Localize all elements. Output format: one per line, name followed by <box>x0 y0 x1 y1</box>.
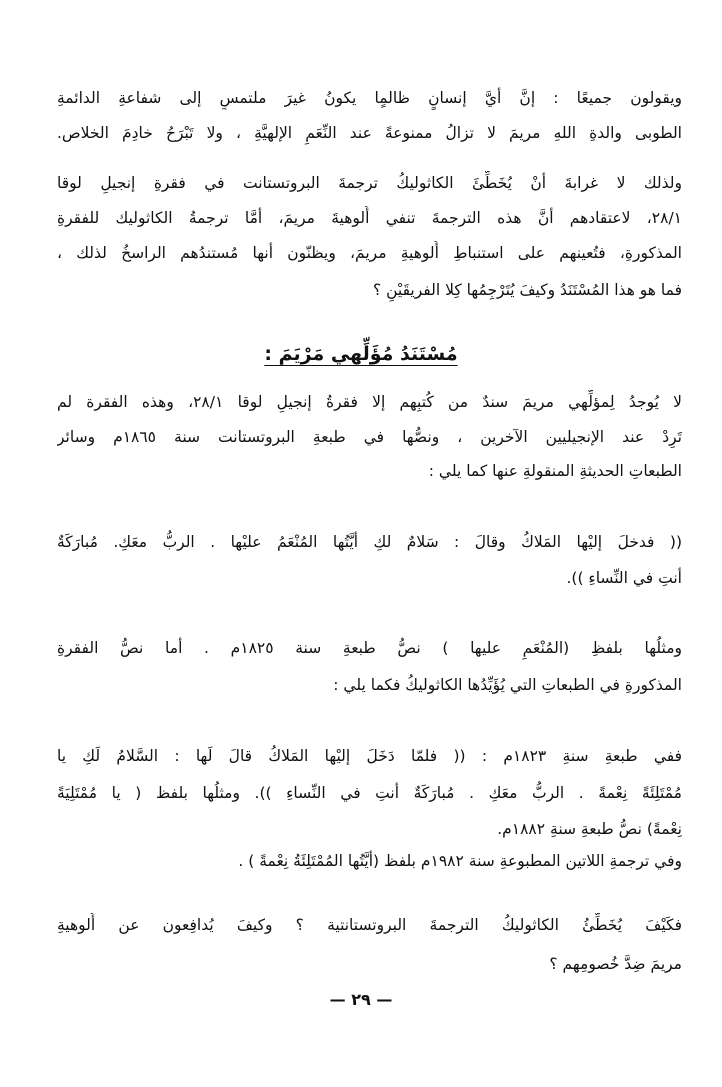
section-heading <box>0 340 722 368</box>
text-line: ٢٨/١، لاعتقادهم أنَّ هذه الترجمةَ تنفي أُلوهيةَ مريمَ، أمَّا ترجمةُ الكاثوليك للفقرةِ <box>57 209 682 227</box>
page-number: — ٢٩ — <box>329 990 393 1009</box>
text-line: ومثلُها بلفظِ (المُنْعَمِ عليها ) نصُّ طبعةِ سنة ١٨٢٥م . أما نصُّ الفقرةِ <box>57 639 682 657</box>
text-line: مُمْتَلِئَةً نِعْمةً . الربُّ معَكِ . مُبارَكَةٌ أنتِ في النِّساءِ )). ومثلُها بلفظ ( يا مُمْتَلِيَةً <box>57 784 682 802</box>
text-line: ولذلك لا غرابةَ أنْ يُخَطِّئَ الكاثوليكُ ترجمةَ البروتستانت في فقرةِ إنجيلِ لوقا <box>57 174 682 192</box>
text-line: ويقولون جميعًا : إنَّ أيَّ إنسانٍ ظالمٍا يكونُ غيرَ ملتمسٍ إلى شفاعةِ الدائمةِ <box>57 89 682 107</box>
text-line: لا يُوجدُ لِمؤلِّهي مريمَ سندٌ من كُتبِهم إلا فقرةُ إنجيلِ لوقا ٢٨/١، وهذه الفقرة لم <box>57 393 682 411</box>
text-line: الطبعاتِ الحديثةِ المنقولةِ عنها كما يلي : <box>428 462 682 480</box>
text-line: نِعْمةً) نصُّ طبعةِ سنةِ ١٨٨٢م. <box>497 820 682 838</box>
text-line: وفي ترجمةِ اللاتين المطبوعةِ سنة ١٩٨٢م بلفظ (أيَّتُها المُمْتَلِئَةُ نِعْمةً ) . <box>238 852 682 870</box>
quote-line: (( فدخلَ إليْها المَلاكُ وقالَ : سَلامٌ لكِ أيَّتُها المُنْعَمُ عليْها . الربُّ معَكِ. مُبارَكَةٌ <box>57 533 682 551</box>
text-line: مريمَ ضِدَّ خُصومِهم ؟ <box>549 955 682 973</box>
text-line: المذكورةِ في الطبعاتِ التي يُؤَيِّدُها الكاثوليكُ فكما يلي : <box>333 676 682 694</box>
text-line: المذكورةِ، فتُعينهم على استنباطِ أُلوهيةِ مريمَ، ويظنّون أنها مُستندُهم الراسخُ لذلك ، <box>57 244 682 262</box>
section-heading-text: مُسْتَنَدُ مُؤَلِّهي مَرْيَمَ : <box>264 343 458 365</box>
text-line: فكَيْفَ يُخَطِّئُ الكاثوليكُ الترجمةَ البروتستانتية ؟ وكيفَ يُدافِعون عن أُلوهيةِ <box>57 916 682 934</box>
text-line: ففي طبعةِ سنةِ ١٨٢٣م : (( فلمّا دَخَلَ إليْها المَلاكُ قالَ لَها : السَّلامُ لَكِ يا <box>57 747 682 765</box>
text-line: الطوبى والدةِ اللهِ مريمَ لا تزالُ ممنوعةً عند النِّعَمِ الإلهيَّةِ ، ولا تَبْرَحُ خادِمَ الخلاص. <box>57 124 682 142</box>
quote-line: أنتِ في النِّساءِ )). <box>566 569 682 587</box>
text-line: تَرِدْ عند الإنجيليين الآخرين ، ونصُّها في طبعةِ البروتستانت سنة ١٨٦٥م وسائر <box>57 428 682 446</box>
text-line: فما هو هذا المُسْتَنَدُ وكيفَ يُتَرْجِمُها كِلا الفريقَيْنِ ؟ <box>372 281 682 299</box>
